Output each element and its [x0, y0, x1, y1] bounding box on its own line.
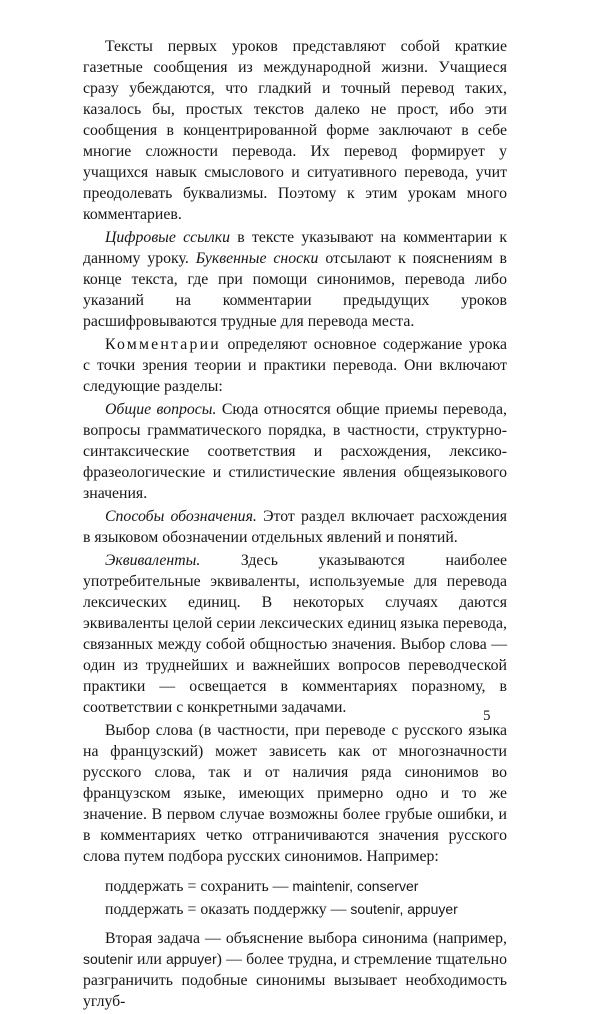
- term-letter-footnotes: Буквенные сноски: [195, 250, 319, 267]
- paragraph-references: [83, 227, 507, 332]
- example-list: [83, 876, 507, 920]
- term-general-questions: Общие вопросы.: [105, 401, 217, 418]
- paragraph-equivalents: [83, 550, 507, 718]
- second-task-text: или: [132, 951, 167, 968]
- term-notation-methods: Способы обозначения.: [105, 508, 257, 525]
- term-comments: Комментарии: [105, 336, 221, 353]
- second-task-text: Вторая задача — объяснение выбора синонима (например,: [105, 930, 507, 947]
- example-fr: maintenir, conserver: [292, 878, 419, 894]
- paragraph-intro: Тексты первых уроков представляют собой краткие газетные сообщения из международной жизни. Учащиеся сразу убеждаются, что гладкий и точный перевод таких, казалось бы, простых текстов далеко не прост, ибо эти сообщения в концентрированной форме заключают в себе многие сложности перевода. Их перевод формирует у учащихся навык смыслового и ситуативного перевода, учит преодолевать буквализмы. Поэтому к этим урокам много комментариев.: [83, 38, 507, 223]
- example-fr: soutenir, appuyer: [350, 901, 458, 917]
- comments-text: определяют основное содержание урока с точки зрения теории и практики перевода. Они включают следующие разделы:: [83, 336, 507, 395]
- term-digital-references: Цифровые ссылки: [105, 229, 231, 246]
- example-line: [83, 876, 507, 897]
- paragraph-comments: [83, 334, 507, 397]
- paragraph-second-task: [83, 928, 507, 1012]
- paragraph-word-choice: Выбор слова (в частности, при переводе с русского языка на французский) может зависеть как от многозначности русского слова, так и от наличия ряда синонимов во французском языке, имеющих примерно одно и то же значение. В первом случае возможны более грубые ошибки, и в комментариях четко отграничиваются значения русского слова путем подбора русских синонимов. Например:: [83, 722, 507, 865]
- example-ru: поддержать = оказать поддержку —: [105, 901, 351, 918]
- paragraph-notation-methods: [83, 506, 507, 548]
- equivalents-text: Здесь указываются наиболее употребительные эквиваленты, используемые для перевода лексических единиц. В некоторых случаях даются эквиваленты целой серии лексических единиц языка перевода, связанных между собой общностью значения. Выбор слова — один из труднейших и важнейших вопросов переводческой практики — освещается в комментариях поразному, в соответствии с конкретными задачами.: [83, 552, 507, 716]
- paragraph-general-questions: [83, 399, 507, 504]
- general-questions-text: Сюда относятся общие приемы перевода, вопросы грамматического порядка, в частности, структурно-синтаксические соответствия и расхождения, лексико-фразеологические и стилистические явления общеязыкового значения.: [83, 401, 507, 502]
- notation-methods-text: Этот раздел включает расхождения в языковом обозначении отдельных явлений и понятий.: [83, 508, 507, 546]
- page-body: [83, 36, 507, 1014]
- term-equivalents: Эквиваленты.: [105, 552, 201, 569]
- second-task-text: ) — более трудна, и стремление тщательно разграничить подобные синонимы вызывает необходимость углуб-: [83, 951, 507, 1010]
- page-number: 5: [483, 708, 491, 724]
- letter-footnotes-text: отсылают к пояснениям в конце текста, где при помощи синонимов, перевода либо указаний на комментарии предыдущих уроков расшифровываются трудные для перевода места.: [83, 250, 508, 330]
- example-ru: поддержать = сохранить —: [105, 878, 293, 895]
- french-word: soutenir: [83, 951, 133, 967]
- example-line: [83, 899, 507, 920]
- digital-references-text: в тексте указывают на комментарии к данному уроку.: [83, 229, 508, 267]
- french-word: appuyer: [166, 951, 217, 967]
